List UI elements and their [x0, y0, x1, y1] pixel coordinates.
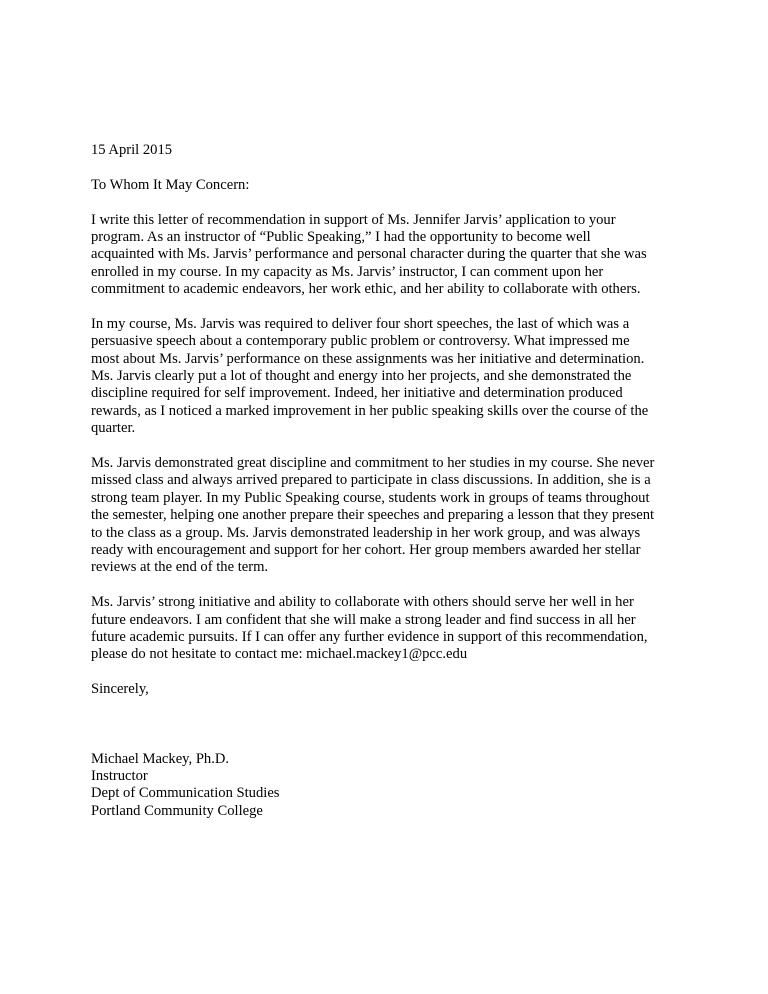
paragraph-line: reviews at the end of the term. [91, 559, 269, 576]
paragraph-line: enrolled in my course. In my capacity as Ms. Jarvis’ instructor, I can comment upon her [91, 263, 604, 280]
paragraph-line: missed class and always arrived prepared to participate in class discussions. In addition, she is a [91, 472, 651, 489]
paragraph-line: quarter. [91, 420, 136, 437]
signature-block [91, 751, 691, 821]
paragraph-line: I write this letter of recommendation in support of Ms. Jennifer Jarvis’ application to your [91, 211, 616, 228]
paragraph-line: Ms. Jarvis clearly put a lot of thought and energy into her projects, and she demonstrated the [91, 368, 632, 385]
signature-title: Instructor [91, 768, 148, 785]
paragraph-line: strong team player. In my Public Speaking course, students work in groups of teams throughout [91, 489, 650, 506]
paragraph-line: future endeavors. I am confident that she will make a strong leader and find success in all her [91, 611, 636, 628]
paragraph-3 [91, 455, 691, 577]
paragraph-line: to the class as a group. Ms. Jarvis demonstrated leadership in her work group, and was always [91, 524, 641, 541]
letter-closing: Sincerely, [91, 681, 149, 698]
paragraph-4 [91, 594, 691, 664]
paragraph-line: future academic pursuits. If I can offer any further evidence in support of this recommendation, [91, 628, 648, 645]
paragraph-line: the semester, helping one another prepare their speeches and preparing a lesson that they present [91, 507, 655, 524]
letter-body [91, 142, 691, 820]
paragraph-2 [91, 316, 691, 438]
paragraph-line: Ms. Jarvis’ strong initiative and ability to collaborate with others should serve her well in her [91, 594, 634, 611]
paragraph-line: ready with encouragement and support for her cohort. Her group members awarded her stellar [91, 541, 641, 558]
paragraph-line: please do not hesitate to contact me: michael.mackey1@pcc.edu [91, 646, 468, 663]
signature-name: Michael Mackey, Ph.D. [91, 750, 230, 767]
paragraph-line: commitment to academic endeavors, her work ethic, and her ability to collaborate with others. [91, 281, 641, 298]
paragraph-1 [91, 212, 691, 299]
letter-salutation: To Whom It May Concern: [91, 176, 250, 193]
paragraph-line: program. As an instructor of “Public Speaking,” I had the opportunity to become well [91, 228, 591, 245]
paragraph-line: most about Ms. Jarvis’ performance on these assignments was her initiative and determination. [91, 350, 645, 367]
paragraph-line: discipline required for self improvement. Indeed, her initiative and determination produced [91, 385, 623, 402]
paragraph-line: In my course, Ms. Jarvis was required to deliver four short speeches, the last of which was a [91, 315, 630, 332]
signature-department: Dept of Communication Studies [91, 785, 280, 802]
signature-institution: Portland Community College [91, 802, 263, 819]
letter-date: 15 April 2015 [91, 142, 173, 158]
paragraph-line: persuasive speech about a contemporary public problem or controversy. What impressed me [91, 333, 630, 350]
paragraph-line: rewards, as I noticed a marked improvement in her public speaking skills over the course of the [91, 402, 649, 419]
paragraph-line: Ms. Jarvis demonstrated great discipline and commitment to her studies in my course. She never [91, 455, 655, 472]
paragraph-line: acquainted with Ms. Jarvis’ performance and personal character during the quarter that she was [91, 246, 647, 263]
